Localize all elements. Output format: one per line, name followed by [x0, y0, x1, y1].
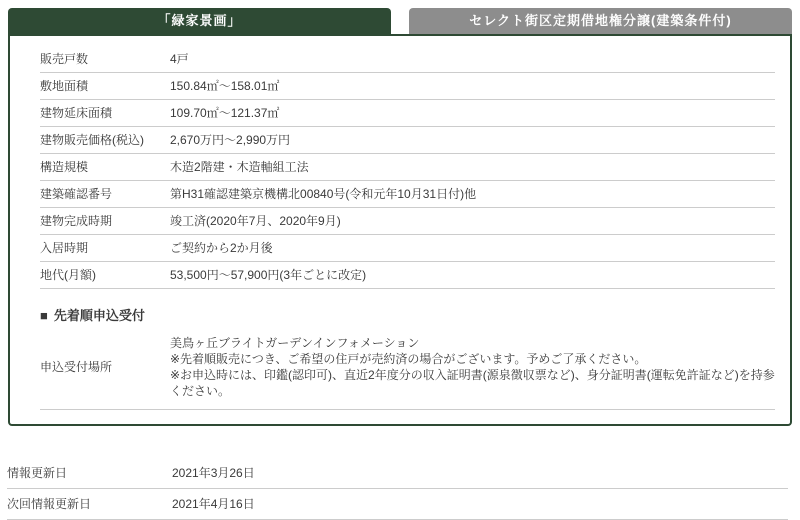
table-row [40, 46, 775, 73]
square-bullet-icon: ■ [40, 308, 48, 323]
row-label: 申込受付場所 [40, 329, 170, 410]
row-label: 建物延床面積 [40, 100, 170, 127]
row-label: 地代(月額) [40, 262, 170, 289]
table-row [7, 458, 788, 489]
row-value: 2021年3月26日 [172, 458, 788, 489]
row-label: 入居時期 [40, 235, 170, 262]
application-note-line: ※お申込時には、印鑑(認印可)、直近2年度分の収入証明書(源泉徴収票など)、身分証明書(運転免許証など)を持参ください。 [170, 368, 775, 398]
table-row [7, 489, 788, 520]
tab-bar [0, 0, 800, 34]
row-value: 2021年4月16日 [172, 489, 788, 520]
table-row [40, 127, 775, 154]
row-label: 販売戸数 [40, 46, 170, 73]
spec-table [40, 46, 775, 289]
row-label: 情報更新日 [7, 458, 172, 489]
update-info-table [7, 458, 788, 520]
application-note-line: ※先着順販売につき、ご希望の住戸が売約済の場合がございます。予めご了承ください。 [170, 352, 647, 366]
update-info-section [7, 458, 788, 520]
row-value: 2,670万円〜2,990万円 [170, 127, 775, 154]
table-row [40, 154, 775, 181]
row-label: 建物完成時期 [40, 208, 170, 235]
row-value: 竣工済(2020年7月、2020年9月) [170, 208, 775, 235]
tab-select-district-leasehold[interactable]: セレクト街区定期借地権分譲(建築条件付) [409, 8, 792, 34]
table-row [40, 262, 775, 289]
row-label: 敷地面積 [40, 73, 170, 100]
row-label: 構造規模 [40, 154, 170, 181]
table-row [40, 235, 775, 262]
application-place-line: 美鳥ヶ丘ブライトガーデンインフォメーション [170, 336, 420, 350]
row-value: 4戸 [170, 46, 775, 73]
property-spec-panel [8, 34, 792, 426]
row-value: 木造2階建・木造軸組工法 [170, 154, 775, 181]
table-row [40, 181, 775, 208]
table-row [40, 73, 775, 100]
application-table [40, 329, 775, 410]
tab-ryokkakeiga-active[interactable]: 「緑家景画」 [8, 8, 391, 34]
row-label: 次回情報更新日 [7, 489, 172, 520]
row-value: ご契約から2か月後 [170, 235, 775, 262]
table-row [40, 329, 775, 410]
row-label: 建築確認番号 [40, 181, 170, 208]
row-value: 109.70㎡〜121.37㎡ [170, 100, 775, 127]
row-value: 第H31確認建築京機構北00840号(令和元年10月31日付)他 [170, 181, 775, 208]
table-row [40, 100, 775, 127]
section-title-text: 先着順申込受付 [53, 308, 145, 323]
row-value: 53,500円〜57,900円(3年ごとに改定) [170, 262, 775, 289]
table-row [40, 208, 775, 235]
row-value [170, 329, 775, 410]
row-value: 150.84㎡〜158.01㎡ [170, 73, 775, 100]
row-label: 建物販売価格(税込) [40, 127, 170, 154]
section-title-application [40, 307, 775, 325]
